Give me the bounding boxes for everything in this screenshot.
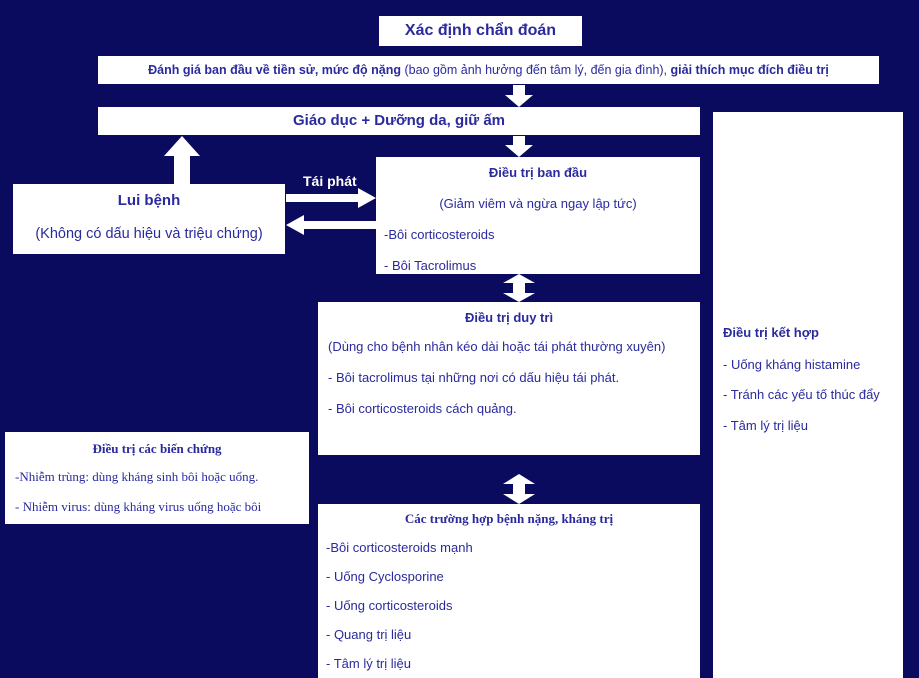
- education-box: [98, 107, 700, 135]
- combined-title: Điều trị kết hợp: [723, 325, 819, 340]
- combined-item: - Uống kháng histamine: [723, 357, 861, 372]
- complications-title: Điều trị các biến chứng: [92, 441, 222, 456]
- diagnosis-title: Xác định chẩn đoán: [404, 22, 557, 39]
- arrow-down-icon: [505, 85, 533, 107]
- initial-item: - Bôi Tacrolimus: [384, 258, 477, 273]
- severe-item: - Quang trị liệu: [326, 627, 412, 642]
- arrow-down-icon: [505, 136, 533, 157]
- remission-title: Lui bệnh: [117, 192, 181, 209]
- arrow-up-icon: [164, 136, 200, 184]
- severe-title: Các trường hợp bệnh nặng, kháng trị: [404, 511, 614, 526]
- initial-item: -Bôi corticosteroids: [384, 227, 495, 242]
- severe-item: - Uống Cyclosporine: [326, 569, 444, 584]
- education-title: Giáo dục + Dưỡng da, giữ ấm: [293, 112, 505, 129]
- maintenance-subtitle: (Dùng cho bệnh nhân kéo dài hoặc tái phát thường xuyên): [328, 339, 666, 354]
- assessment-normal: (bao gồm ảnh hưởng đến tâm lý, đến gia đình),: [401, 63, 671, 77]
- arrow-left-icon: [286, 215, 376, 235]
- severe-cases-box: [318, 504, 700, 678]
- initial-treatment-box: [376, 157, 700, 274]
- maintenance-item: - Bôi tacrolimus tại những nơi có dấu hiệu tái phát.: [328, 370, 620, 385]
- combined-item: - Tránh các yếu tố thúc đẩy: [723, 387, 880, 402]
- combined-treatment-box: [713, 112, 903, 678]
- assessment-bold-1: Đánh giá ban đầu về tiền sử, mức độ nặng: [148, 63, 401, 77]
- severe-item: - Tâm lý trị liệu: [326, 656, 411, 671]
- combined-item: - Tâm lý trị liệu: [723, 418, 808, 433]
- complications-item: - Nhiễm virus: dùng kháng virus uống hoặc bôi: [15, 499, 262, 514]
- assessment-box: [98, 56, 879, 84]
- assessment-bold-2: giải thích mục đích điều trị: [670, 63, 829, 77]
- severe-item: - Uống corticosteroids: [326, 598, 453, 613]
- maintenance-treatment-box: [318, 302, 700, 455]
- double-arrow-icon: [503, 474, 535, 504]
- relapse-label: Tái phát: [303, 173, 357, 189]
- double-arrow-icon: [503, 274, 535, 302]
- complications-item: -Nhiễm trùng: dùng kháng sinh bôi hoặc uống.: [15, 469, 259, 484]
- initial-title: Điều trị ban đầu: [488, 165, 588, 180]
- remission-box: [13, 184, 285, 254]
- complications-box: [5, 432, 309, 524]
- diagnosis-box: [379, 16, 582, 46]
- maintenance-item: - Bôi corticosteroids cách quảng.: [328, 401, 517, 416]
- severe-item: -Bôi corticosteroids mạnh: [326, 540, 473, 555]
- arrow-right-icon: [286, 188, 376, 208]
- remission-subtitle: (Không có dấu hiệu và triệu chứng): [35, 226, 263, 242]
- initial-subtitle: (Giảm viêm và ngừa ngay lập tức): [439, 196, 637, 211]
- maintenance-title: Điều trị duy trì: [464, 310, 554, 325]
